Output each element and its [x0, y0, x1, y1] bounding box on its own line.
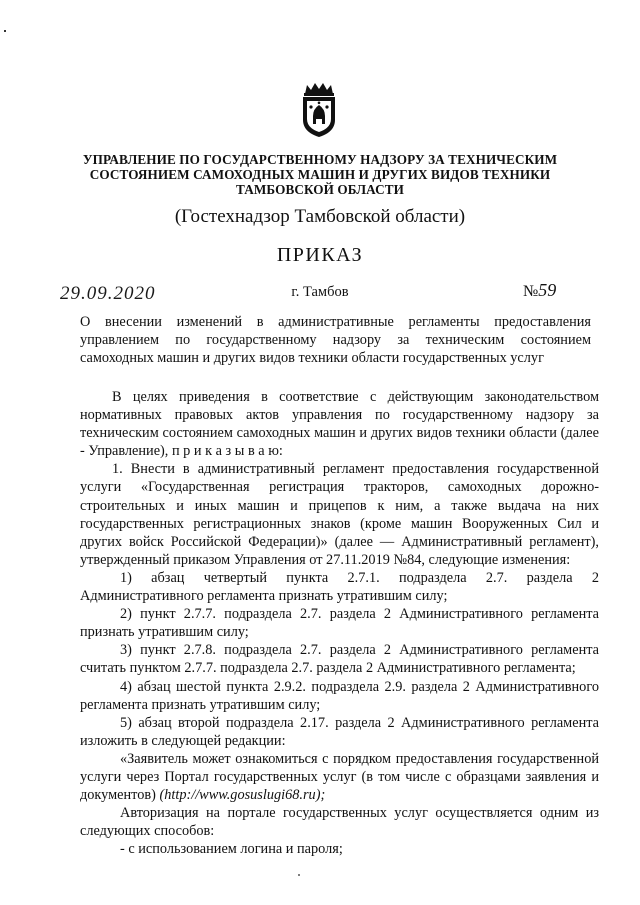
subitem-5: 5) абзац второй подраздела 2.17. раздела 2 Административного регламента изложить в следующей редакции: — [80, 714, 599, 749]
page-dot — [298, 874, 300, 876]
portal-link[interactable]: (http://www.gosuslugi68.ru); — [159, 787, 326, 804]
organization-short-name: (Гостехнадзор Тамбовской области) — [174, 206, 466, 227]
scan-speck — [4, 30, 6, 32]
subitem-2: 2) пункт 2.7.7. подраздела 2.7. раздела 2 Административного регламента признать утратившим силу; — [80, 606, 599, 641]
quote-text: «Заявитель может ознакомиться с порядком предоставления государственной услуги через Портал государственных услуг (в том числе с образцами заявления и документов) — [80, 750, 599, 804]
preamble-paragraph: В целях приведения в соответствие с действующим законодательством нормативных правовых актов управления по государственному надзору за техническим состоянием самоходных машин и других видов техники области (далее - Управление), п р и к а з ы в а ю: — [80, 389, 599, 460]
order-subject: О внесении изменений в административные регламенты предоставления управлением по государственному надзору за техническим состоянием самоходных машин и других видов техники области государственных услуг — [80, 314, 591, 366]
quoted-paragraph — [80, 750, 599, 804]
organization-name: УПРАВЛЕНИЕ ПО ГОСУДАРСТВЕННОМУ НАДЗОРУ ЗА ТЕХНИЧЕСКИМ СОСТОЯНИЕМ САМОХОДНЫХ МАШИН И ДРУГИХ ВИДОВ ТЕХНИКИ ТАМБОВСКОЙ ОБЛАСТИ — [82, 152, 558, 197]
document-title: ПРИКАЗ — [276, 244, 364, 266]
handwritten-date: 29.09.2020 — [60, 283, 156, 304]
number-prefix: № — [523, 283, 539, 300]
subitem-1: 1) абзац четвертый пункта 2.7.1. подраздела 2.7. раздела 2 Административного регламента признать утратившим силу; — [80, 569, 599, 605]
auth-method-item: - с использованием логина и пароля; — [120, 841, 343, 858]
item-1-paragraph: 1. Внести в административный регламент предоставления государственной услуги «Государственная регистрация тракторов, самоходных дорожно-строительных и иных машин и прицепов к ним, а также выдача на них государственных регистрационных знаков (кроме машин Вооруженных Сил и других войск Российской Федерации)» (далее — Административный регламент), утвержденный приказом Управления от 27.11.2019 №84, следующие изменения: — [80, 461, 599, 568]
order-number — [523, 280, 556, 301]
subitem-4: 4) абзац шестой пункта 2.9.2. подраздела 2.9. раздела 2 Административного регламента признать утратившим силу; — [80, 678, 599, 713]
subitem-3: 3) пункт 2.7.8. подраздела 2.7. раздела 2 Административного регламента считать пунктом 2.7.7. подраздела 2.7. раздела 2 Административного регламента; — [80, 642, 599, 677]
order-body — [80, 388, 599, 858]
coat-of-arms-icon — [298, 80, 340, 138]
city-label: г. Тамбов — [291, 284, 349, 300]
handwritten-number: 59 — [538, 280, 557, 300]
authorization-paragraph: Авторизация на портале государственных услуг осуществляется одним из следующих способов: — [80, 805, 599, 840]
